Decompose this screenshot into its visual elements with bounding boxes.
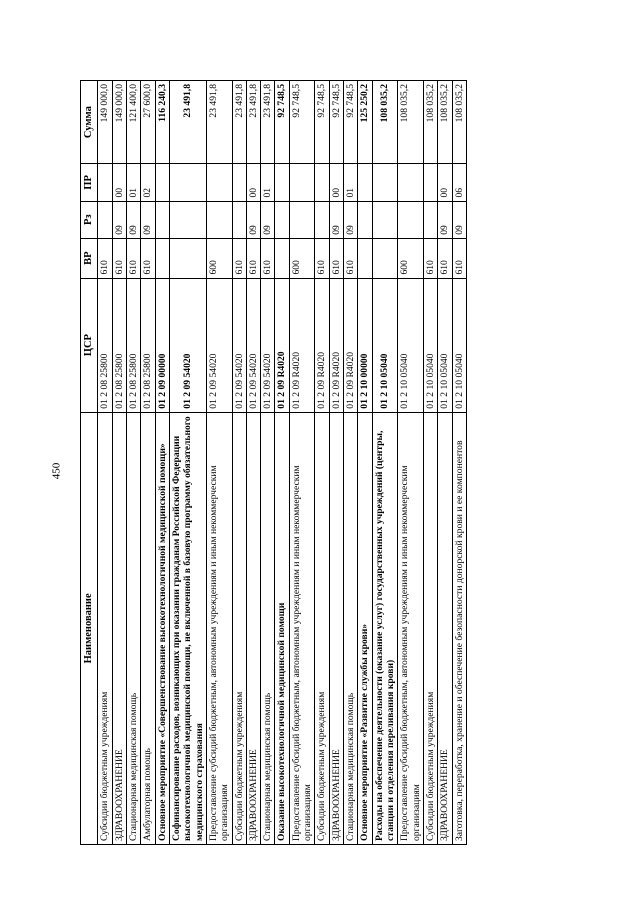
cell-name: Предоставление субсидий бюджетным, автономным учреждениям и иным некоммерческим организациям <box>206 412 232 844</box>
table-row <box>141 81 155 845</box>
cell-name: Субсидии бюджетным учреждениям <box>423 412 437 844</box>
cell-vr <box>372 238 398 278</box>
cell-rz: 09 <box>452 201 466 238</box>
table-row <box>232 81 246 845</box>
cell-rz <box>206 201 232 238</box>
table-body <box>98 81 466 845</box>
cell-csr: 01 2 10 05040 <box>423 278 437 412</box>
table-row <box>423 81 437 845</box>
cell-vr: 610 <box>141 238 155 278</box>
cell-pr <box>289 164 315 201</box>
cell-sum: 23 491,8 <box>206 81 232 164</box>
cell-sum: 92 748,5 <box>275 81 289 164</box>
cell-sum: 92 748,5 <box>289 81 315 164</box>
cell-name: Основное мероприятие «Развитие службы крови» <box>358 412 372 844</box>
cell-pr <box>275 164 289 201</box>
cell-csr: 01 2 10 05040 <box>398 278 424 412</box>
cell-sum: 149 000,0 <box>98 81 112 164</box>
header-vr: ВР <box>81 238 98 278</box>
table-row <box>98 81 112 845</box>
cell-rz: 09 <box>329 201 343 238</box>
cell-csr: 01 2 09 54020 <box>246 278 260 412</box>
table-row <box>344 81 358 845</box>
table-row <box>372 81 398 845</box>
cell-csr: 01 2 08 25800 <box>98 278 112 412</box>
cell-sum: 23 491,8 <box>169 81 206 164</box>
page-number: 450 <box>50 462 63 479</box>
cell-sum: 27 600,0 <box>141 81 155 164</box>
cell-csr: 01 2 10 05040 <box>372 278 398 412</box>
header-name: Наименование <box>81 412 98 844</box>
cell-rz <box>98 201 112 238</box>
cell-rz <box>372 201 398 238</box>
cell-name: ЗДРАВООХРАНЕНИЕ <box>438 412 452 844</box>
rotated-table-area <box>80 80 615 845</box>
cell-vr: 610 <box>246 238 260 278</box>
cell-sum: 108 035,2 <box>452 81 466 164</box>
table-row <box>358 81 372 845</box>
header-sum: Сумма <box>81 81 98 164</box>
header-pr: ПР <box>81 164 98 201</box>
cell-pr <box>398 164 424 201</box>
cell-pr: 01 <box>127 164 141 201</box>
cell-pr <box>98 164 112 201</box>
table-row <box>261 81 275 845</box>
cell-sum: 23 491,8 <box>232 81 246 164</box>
cell-name: Софинансирование расходов, возникающих при оказании гражданам Российской Федерации высокотехнологичной медицинской помощи, не включенной в базовую программу обязательного медицинского страхования <box>169 412 206 844</box>
cell-vr <box>275 238 289 278</box>
cell-csr: 01 2 10 00000 <box>358 278 372 412</box>
cell-pr <box>372 164 398 201</box>
cell-rz <box>315 201 329 238</box>
table-row <box>112 81 126 845</box>
cell-rz: 09 <box>112 201 126 238</box>
cell-pr: 06 <box>452 164 466 201</box>
cell-pr <box>232 164 246 201</box>
cell-vr: 610 <box>112 238 126 278</box>
cell-sum: 108 035,2 <box>438 81 452 164</box>
cell-csr: 01 2 09 54020 <box>206 278 232 412</box>
cell-rz <box>423 201 437 238</box>
cell-csr: 01 2 09 54020 <box>232 278 246 412</box>
cell-pr: 01 <box>261 164 275 201</box>
cell-sum: 23 491,8 <box>261 81 275 164</box>
cell-pr: 00 <box>329 164 343 201</box>
cell-sum: 108 035,2 <box>372 81 398 164</box>
table-row <box>452 81 466 845</box>
cell-sum: 149 000,0 <box>112 81 126 164</box>
budget-table <box>80 80 467 845</box>
cell-csr: 01 2 08 25800 <box>141 278 155 412</box>
cell-csr: 01 2 09 R4020 <box>315 278 329 412</box>
cell-name: Стационарная медицинская помощь <box>127 412 141 844</box>
cell-pr: 02 <box>141 164 155 201</box>
cell-rz: 09 <box>246 201 260 238</box>
cell-rz: 09 <box>344 201 358 238</box>
cell-vr: 610 <box>329 238 343 278</box>
cell-sum: 92 748,5 <box>344 81 358 164</box>
header-rz: Рз <box>81 201 98 238</box>
table-row <box>169 81 206 845</box>
cell-pr: 00 <box>112 164 126 201</box>
cell-sum: 92 748,5 <box>315 81 329 164</box>
cell-name: ЗДРАВООХРАНЕНИЕ <box>246 412 260 844</box>
cell-rz: 09 <box>438 201 452 238</box>
cell-pr <box>155 164 169 201</box>
table-row <box>275 81 289 845</box>
cell-name: Субсидии бюджетным учреждениям <box>315 412 329 844</box>
cell-rz <box>275 201 289 238</box>
cell-vr: 610 <box>98 238 112 278</box>
cell-csr: 01 2 09 R4020 <box>344 278 358 412</box>
cell-name: Стационарная медицинская помощь <box>261 412 275 844</box>
table-row <box>398 81 424 845</box>
cell-pr <box>423 164 437 201</box>
cell-name: ЗДРАВООХРАНЕНИЕ <box>329 412 343 844</box>
cell-name: Заготовка, переработка, хранение и обеспечение безопасности донорской крови и ее компонентов <box>452 412 466 844</box>
table-row <box>127 81 141 845</box>
cell-rz <box>155 201 169 238</box>
cell-vr: 610 <box>127 238 141 278</box>
cell-csr: 01 2 09 R4020 <box>289 278 315 412</box>
table-row <box>289 81 315 845</box>
cell-vr: 600 <box>206 238 232 278</box>
table-row <box>329 81 343 845</box>
cell-rz <box>398 201 424 238</box>
cell-csr: 01 2 09 00000 <box>155 278 169 412</box>
cell-csr: 01 2 09 54020 <box>169 278 206 412</box>
cell-sum: 23 491,8 <box>246 81 260 164</box>
table-row <box>246 81 260 845</box>
cell-vr <box>155 238 169 278</box>
rotated-table-container <box>80 80 615 845</box>
cell-sum: 108 035,2 <box>423 81 437 164</box>
table-header-row <box>81 81 98 845</box>
cell-csr: 01 2 08 25800 <box>127 278 141 412</box>
table-row <box>206 81 232 845</box>
cell-csr: 01 2 10 05040 <box>438 278 452 412</box>
cell-rz: 09 <box>261 201 275 238</box>
cell-vr: 610 <box>344 238 358 278</box>
cell-sum: 108 035,2 <box>398 81 424 164</box>
cell-name: ЗДРАВООХРАНЕНИЕ <box>112 412 126 844</box>
cell-vr <box>358 238 372 278</box>
cell-name: Субсидии бюджетным учреждениям <box>98 412 112 844</box>
cell-name: Расходы на обеспечение деятельности (оказание услуг) государственных учреждений (центры, станции и отделения переливания крови) <box>372 412 398 844</box>
cell-rz: 09 <box>141 201 155 238</box>
cell-vr: 610 <box>438 238 452 278</box>
cell-vr: 600 <box>398 238 424 278</box>
cell-name: Стационарная медицинская помощь <box>344 412 358 844</box>
cell-pr <box>315 164 329 201</box>
cell-pr: 00 <box>438 164 452 201</box>
cell-vr: 610 <box>315 238 329 278</box>
cell-name: Амбулаторная помощь <box>141 412 155 844</box>
cell-sum: 125 250,2 <box>358 81 372 164</box>
cell-rz <box>232 201 246 238</box>
cell-vr: 600 <box>289 238 315 278</box>
cell-csr: 01 2 09 R4020 <box>329 278 343 412</box>
cell-pr <box>206 164 232 201</box>
table-row <box>315 81 329 845</box>
table-row <box>438 81 452 845</box>
cell-name: Оказание высокотехнологичной медицинской помощи <box>275 412 289 844</box>
cell-vr <box>169 238 206 278</box>
cell-csr: 01 2 10 05040 <box>452 278 466 412</box>
cell-name: Основное мероприятие «Совершенствование высокотехнологичной медицинской помощи» <box>155 412 169 844</box>
table-row <box>155 81 169 845</box>
cell-csr: 01 2 09 54020 <box>261 278 275 412</box>
cell-vr: 610 <box>423 238 437 278</box>
cell-vr: 610 <box>261 238 275 278</box>
cell-pr <box>358 164 372 201</box>
header-csr: ЦСР <box>81 278 98 412</box>
cell-pr <box>169 164 206 201</box>
cell-pr: 01 <box>344 164 358 201</box>
cell-rz <box>169 201 206 238</box>
cell-rz: 09 <box>127 201 141 238</box>
cell-pr: 00 <box>246 164 260 201</box>
cell-csr: 01 2 09 R4020 <box>275 278 289 412</box>
cell-name: Субсидии бюджетным учреждениям <box>232 412 246 844</box>
cell-name: Предоставление субсидий бюджетным, автономным учреждениям и иным некоммерческим организациям <box>398 412 424 844</box>
cell-sum: 116 240,3 <box>155 81 169 164</box>
cell-csr: 01 2 08 25800 <box>112 278 126 412</box>
cell-vr: 610 <box>452 238 466 278</box>
cell-rz <box>358 201 372 238</box>
cell-sum: 121 400,0 <box>127 81 141 164</box>
cell-sum: 92 748,5 <box>329 81 343 164</box>
cell-rz <box>289 201 315 238</box>
cell-name: Предоставление субсидий бюджетным, автономным учреждениям и иным некоммерческим организациям <box>289 412 315 844</box>
cell-vr: 610 <box>232 238 246 278</box>
